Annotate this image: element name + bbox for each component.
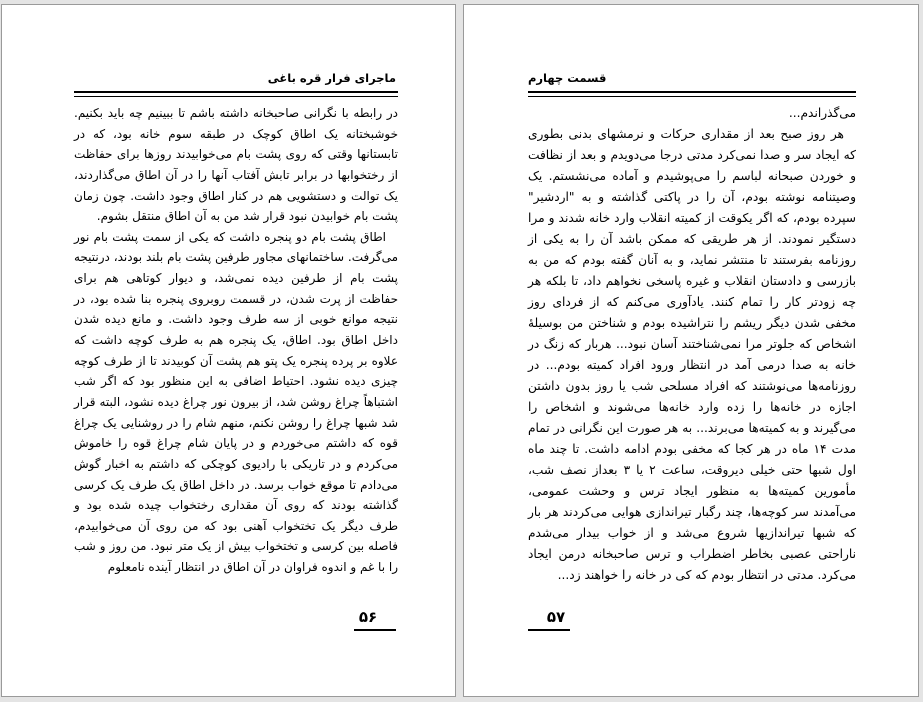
- header-rule-thin-left: [74, 96, 398, 97]
- body-text-left: [74, 103, 398, 578]
- page-number-right: ۵۷: [546, 608, 566, 626]
- running-header-left: ماجرای فرار قره باغی: [267, 71, 396, 85]
- page-number-rule-right: [528, 629, 570, 631]
- paragraph: در رابطه با نگرانی صاحبخانه داشته باشم تا ببینیم چه باید بکنیم. خوشبختانه یک اطاق کوچک در طبقه سوم خانه بود، که در تابستانها وقتی که روی پشت بام می‌خوابیدند روزها برای حفاظت از رختخوابها در برابر تابش آفتاب آنها را در آن اطاق می‌گذاردند، یک توالت و دستشویی هم در کنار اطاق وجود داشت. چون زمان پشت بام خوابیدن نبود قرار شد من به آن اطاق منتقل بشوم.: [74, 106, 398, 224]
- right-page: [463, 4, 919, 697]
- page-number-left: ۵۶: [358, 608, 378, 626]
- header-rule-thick-right: [528, 91, 856, 93]
- header-rule-thin-right: [528, 96, 856, 97]
- page-number-rule-left: [354, 629, 396, 631]
- left-page: [1, 4, 456, 697]
- paragraph: اطاق پشت بام دو پنجره داشت که یکی از سمت پشت بام نور می‌گرفت. ساختمانهای مجاور طرفین پشت بام بلند بودند، درنتیجه پشت بام از طرفین دیده نمی‌شد، و دیوار کوتاهی هم برای حفاظت از پرت شدن، در قسمت روبروی پنجره بنا شده بود، در نتیجه موانع خوبی از سه طرف وجود داشت. و مانع دیده شدن داخل اطاق بود. اطاق، یک پنجره هم به طرف کوچه داشت که علاوه بر پرده پنجره یک پتو هم پشت آن کوبیدند تا از طرف کوچه چیزی دیده نشود. احتیاط اضافی به این منظور بود که اگر شب اشتباهاً چراغ روشن شد، از بیرون نور چراغ دیده نشود، البته قرار شد شبها چراغ را روشن نکنم، منهم شام را در روشنایی یک چراغ قوه که داشتم می‌خوردم و در پایان شام چراغ قوه را خاموش می‌کردم و در تاریکی با رادیوی کوچکی که داشتم به اخبار گوش می‌دادم تا موقع خواب برسد. در داخل اطاق یک طرف یک کرسی گذاشته بودند که روی آن مقداری رختخواب چیده شده بود و طرف دیگر یک تختخواب آهنی بود که من روی آن می‌خوابیدم، فاصله بین کرسی و تختخواب بیش از یک متر نبود. من روز و شب را با غم و اندوه فراوان در آن اطاق در انتظار آینده نامعلوم: [74, 229, 398, 575]
- paragraph: می‌گذراندم...: [788, 106, 856, 120]
- running-header-right: قسمت چهارم: [528, 71, 607, 85]
- header-rule-thick-left: [74, 91, 398, 93]
- paragraph: هر روز صبح بعد از مقداری حرکات و نرمشهای بدنی بطوری که ایجاد سر و صدا نمی‌کرد مدتی درجا می‌دویدم و بعد از نظافت و خوردن صبحانه لباسم را می‌پوشیدم و آماده می‌نشستم. یک وصیتنامه نوشته بودم، آن را در پاکتی گذاشته و به "اردشیر" سپرده بودم، که اگر یکوقت از کمیته انقلاب وارد خانه شدند و مرا دستگیر نمودند. از هر طریقی که ممکن باشد آن را به یکی از روزنامه بفرستند تا منتشر نماید، و به آنان گفته بودم که من به بازرسی و دادستان انقلاب و غیره پاسخی نخواهم داد، تا بلکه هر چه زودتر کار را تمام کنند. یادآوری می‌کنم که از فردای روز مخفی شدن دیگر ریشم را نتراشیده بودم و شناختن من بوسیلهٔ اشخاص که جلوتر مرا نمی‌شناختند آسان نبود... هربار که زنگ در خانه به صدا درمی آمد در انتظار ورود افراد کمیته بودم... در روزنامه‌ها می‌نوشتند که افراد مسلحی شب یا روز بدون داشتن اجازه در خانه‌ها را زده وارد خانه‌ها می‌شوند و اشخاص را می‌گیرند و به کمیته‌ها می‌برند... به هر صورت این نگرانی در تمام مدت ۱۴ ماه در هر کجا که مخفی بودم ادامه داشت. تا چند ماه اول شبها حتی خیلی دیروقت، ساعت ۲ یا ۳ بعداز نصف شب، مأمورین کمیته‌ها به منظور ایجاد ترس و وحشت عمومی، می‌آمدند سر کوچه‌ها، چند رگبار تیراندازی هوایی می‌کردند هر بار که شبها تیراندازیها شروع می‌شد و از خواب بیدار می‌شدم ناراحتی عصبی بخاطر اضطراب و ترس صاحبخانه درمن ایجاد می‌کرد. مدتی در انتظار بودم که کی در خانه را خواهند زد...: [528, 126, 857, 582]
- body-text-right: [528, 103, 856, 586]
